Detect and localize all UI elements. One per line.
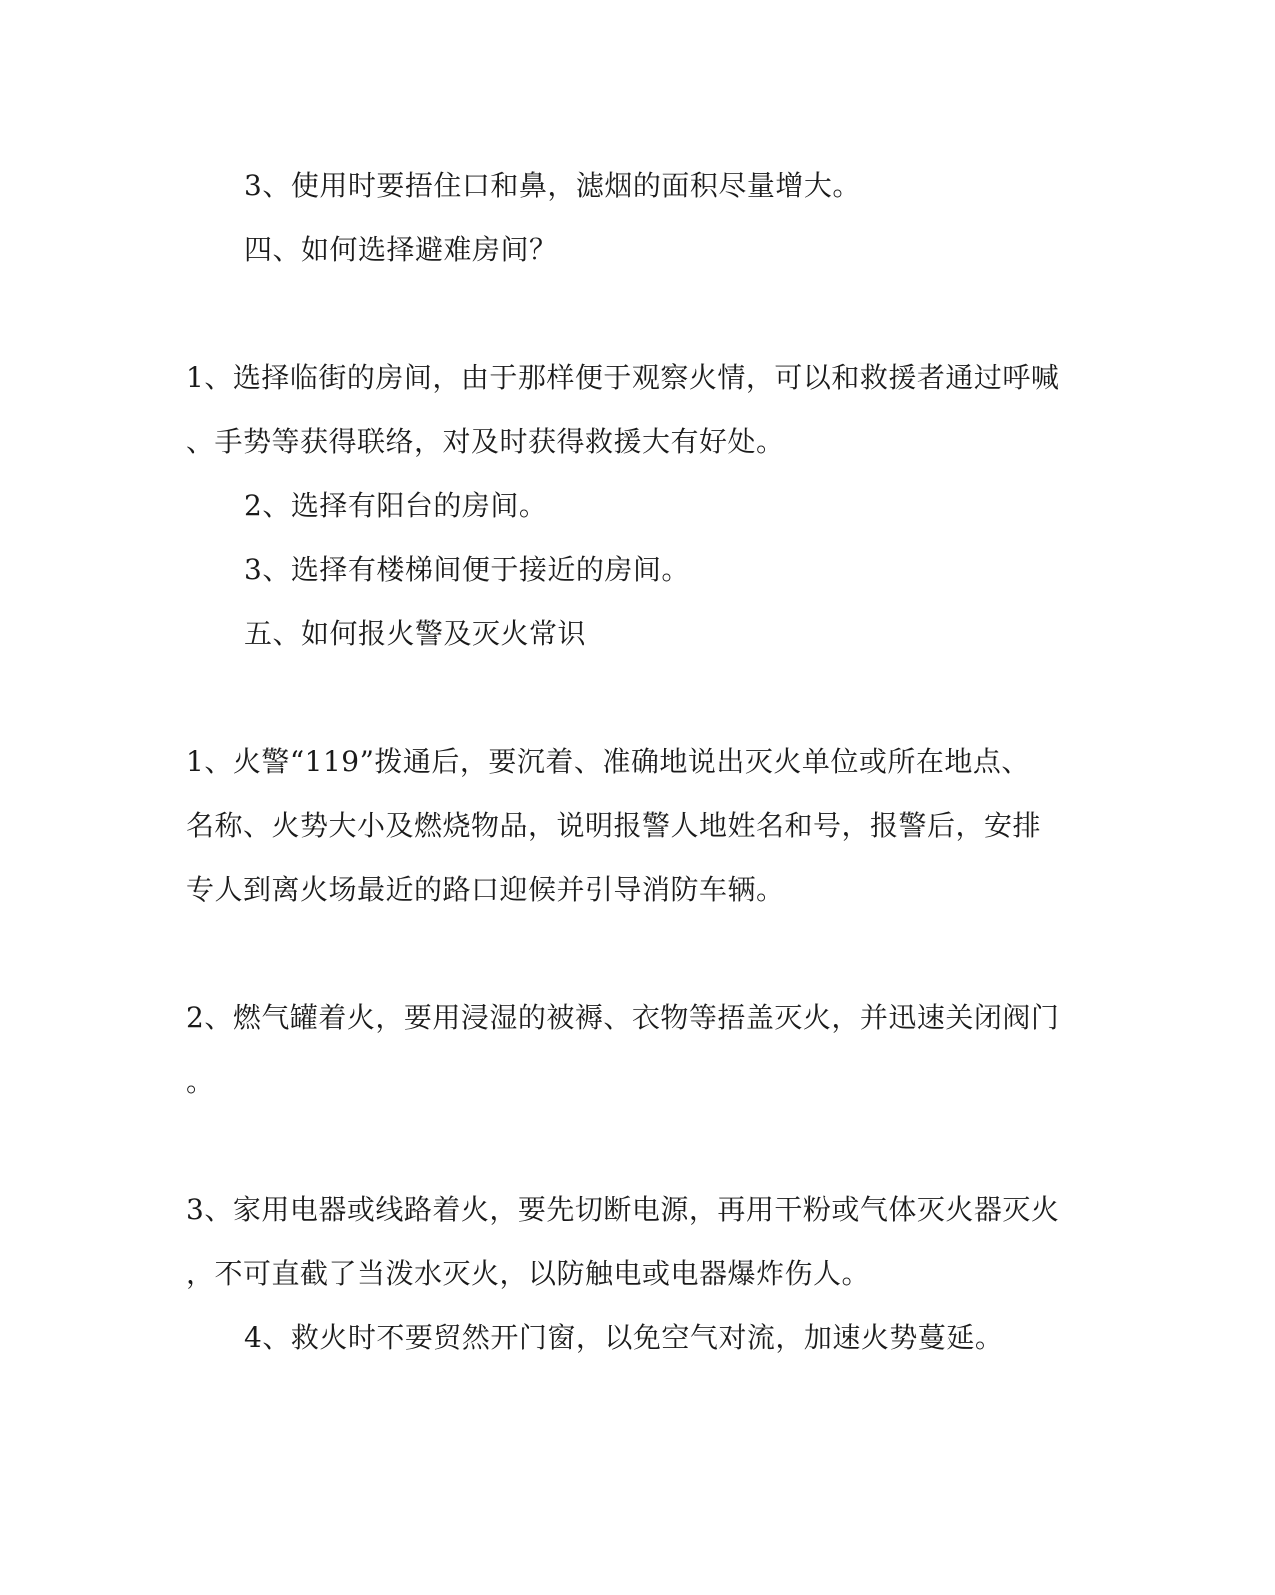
paragraph-line: 2、燃气罐着火，要用浸湿的被褥、衣物等捂盖灭火，并迅速关闭阀门	[186, 1001, 1060, 1034]
paragraph-line: 名称、火势大小及燃烧物品，说明报警人地姓名和号，报警后，安排	[186, 809, 1042, 842]
paragraph-line: 2、选择有阳台的房间。	[244, 489, 548, 522]
paragraph-line: 1、选择临街的房间，由于那样便于观察火情，可以和救援者通过呼喊	[186, 361, 1060, 394]
paragraph-line: 、手势等获得联络，对及时获得救援大有好处。	[186, 425, 785, 458]
section-heading: 四、如何选择避难房间？	[244, 233, 558, 266]
section-heading: 五、如何报火警及灭火常识	[244, 617, 587, 650]
paragraph-line: 4、救火时不要贸然开门窗，以免空气对流，加速火势蔓延。	[244, 1321, 1004, 1354]
paragraph-line: 3、选择有楼梯间便于接近的房间。	[244, 553, 690, 586]
paragraph-line: 专人到离火场最近的路口迎候并引导消防车辆。	[186, 873, 785, 906]
paragraph-line: ，不可直截了当泼水灭火，以防触电或电器爆炸伤人。	[186, 1257, 871, 1290]
paragraph-line: 。	[186, 1065, 215, 1098]
paragraph-line: 3、家用电器或线路着火，要先切断电源，再用干粉或气体灭火器灭火	[186, 1193, 1060, 1226]
paragraph-line: 3、使用时要捂住口和鼻，滤烟的面积尽量增大。	[244, 169, 861, 202]
paragraph-line: 1、火警“119”拨通后，要沉着、准确地说出灭火单位或所在地点、	[186, 745, 1030, 778]
